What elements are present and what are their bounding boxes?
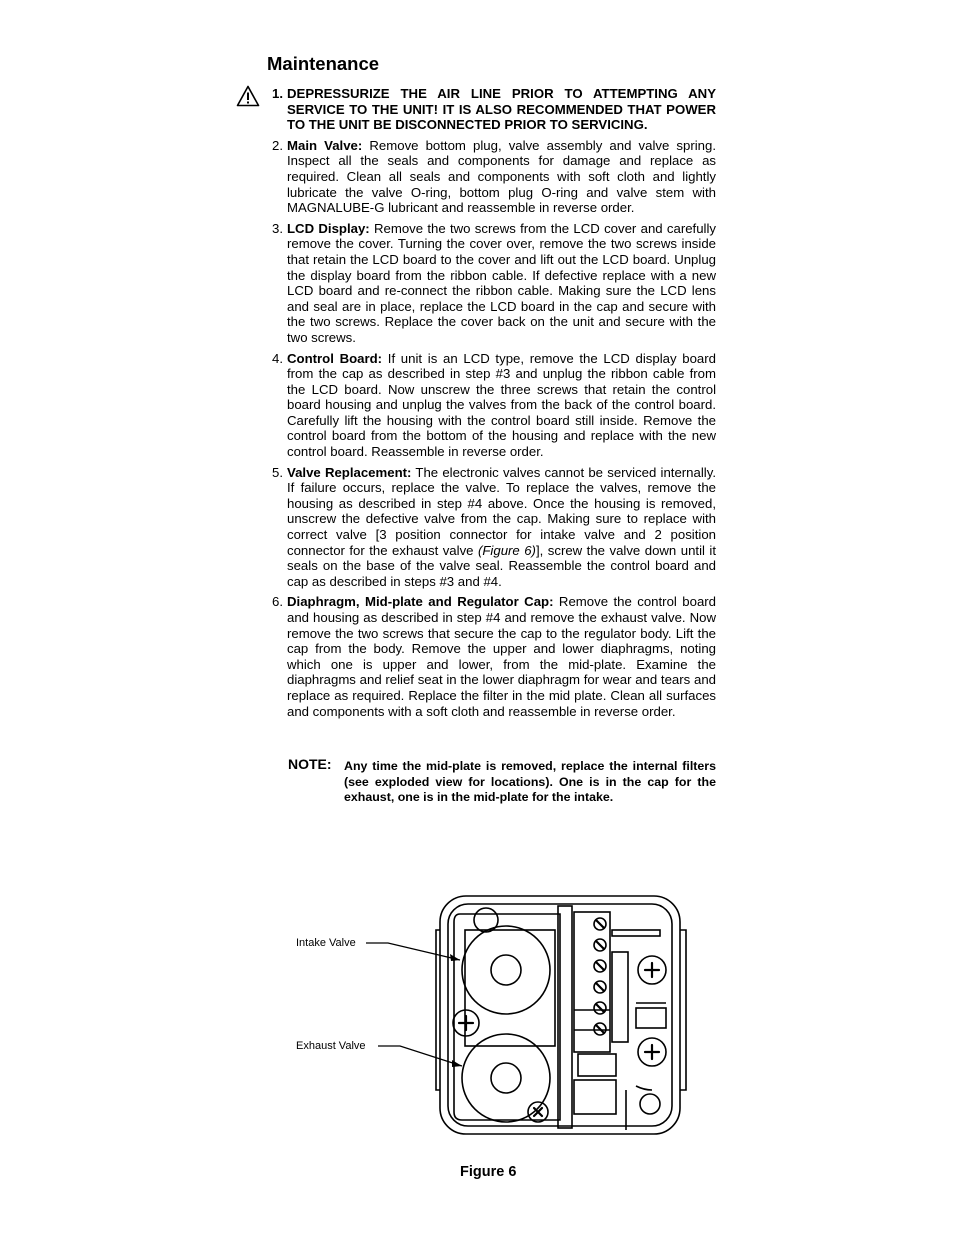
warning-triangle-icon — [236, 85, 260, 107]
exhaust-valve-label: Exhaust Valve — [296, 1040, 366, 1052]
intake-valve-label: Intake Valve — [296, 937, 356, 949]
step-2: 2. Main Valve: Remove bottom plug, valve assembly and valve spring. Inspect all the seals and components for damage and replace as required. Clean all seals and components with soft cloth and lightly lubricate the valve O-ring, bottom plug O-ring and valve stem with MAGNALUBE-G lubricant and reassemble in reverse order. — [272, 137, 716, 216]
page-title: Maintenance — [267, 53, 380, 74]
step-3: 3. LCD Display: Remove the two screws from the LCD cover and carefully remove the cover. Turning the cover over, remove the two screws inside that retain the LCD board to the cover and lift out the LCD board. Unplug the display board from the ribbon cable. If defective replace with a new LCD board and re-connect the ribbon cable. Making sure the LCD lens and seal are in place, replace the LCD board in the cap and secure with the two screws. Replace the cover back on the unit and secure with the two screws. — [272, 220, 716, 345]
note-text: Any time the mid-plate is removed, replace the internal filters (see exploded view for locations). One is in the cap for the exhaust, one is in the mid-plate for the intake. — [344, 759, 716, 805]
figure-6-diagram — [290, 890, 700, 1150]
figure-caption: Figure 6 — [460, 1164, 517, 1180]
step-5: 5. Valve Replacement: The electronic valves cannot be serviced internally. If failure occurs, replace the valve. To replace the valves, remove the housing as described in step #4 above. Once the housing is removed, unscrew the defective valve from the cap. Making sure to replace with correct valve [3 position connector for intake valve and 2 position connector for the exhaust valve (Figure 6)], screw the valve down until it seals on the base of the valve seal. Reassemble the control board and cap as described in steps #3 and #4. — [272, 464, 716, 589]
step-1: 1. DEPRESSURIZE THE AIR LINE PRIOR TO ATTEMPTING ANY SERVICE TO THE UNIT! IT IS ALSO RECOMMENDED THAT POWER TO THE UNIT BE DISCONNECTED PRIOR TO SERVICING. — [272, 86, 716, 133]
step-6: 6. Diaphragm, Mid-plate and Regulator Cap: Remove the control board and housing as described in step #4 and remove the exhaust valve. Now remove the two screws that secure the cap to the regulator body. Lift the cap from the body. Remove the upper and lower diaphragms, noting which one is upper and lower, from the mid-plate. Examine the diaphragms and relief seat in the lower diaphragm for wear and tears and replace as required. Replace the filter in the mid plate. Clean all surfaces and components with a soft cloth and reassemble in reverse order. — [272, 594, 716, 719]
step-4: 4. Control Board: If unit is an LCD type, remove the LCD display board from the cap as described in step #3 and unplug the ribbon cable from the LCD board. Now unscrew the three screws that retain the control board housing and unplug the valves from the back of the control board. Carefully lift the housing with the control board still inside. Remove the control board from the bottom of the housing and replace with the new control board. Reassemble in reverse order. — [272, 350, 716, 460]
note-label: NOTE: — [288, 756, 332, 772]
maintenance-steps — [266, 86, 716, 724]
